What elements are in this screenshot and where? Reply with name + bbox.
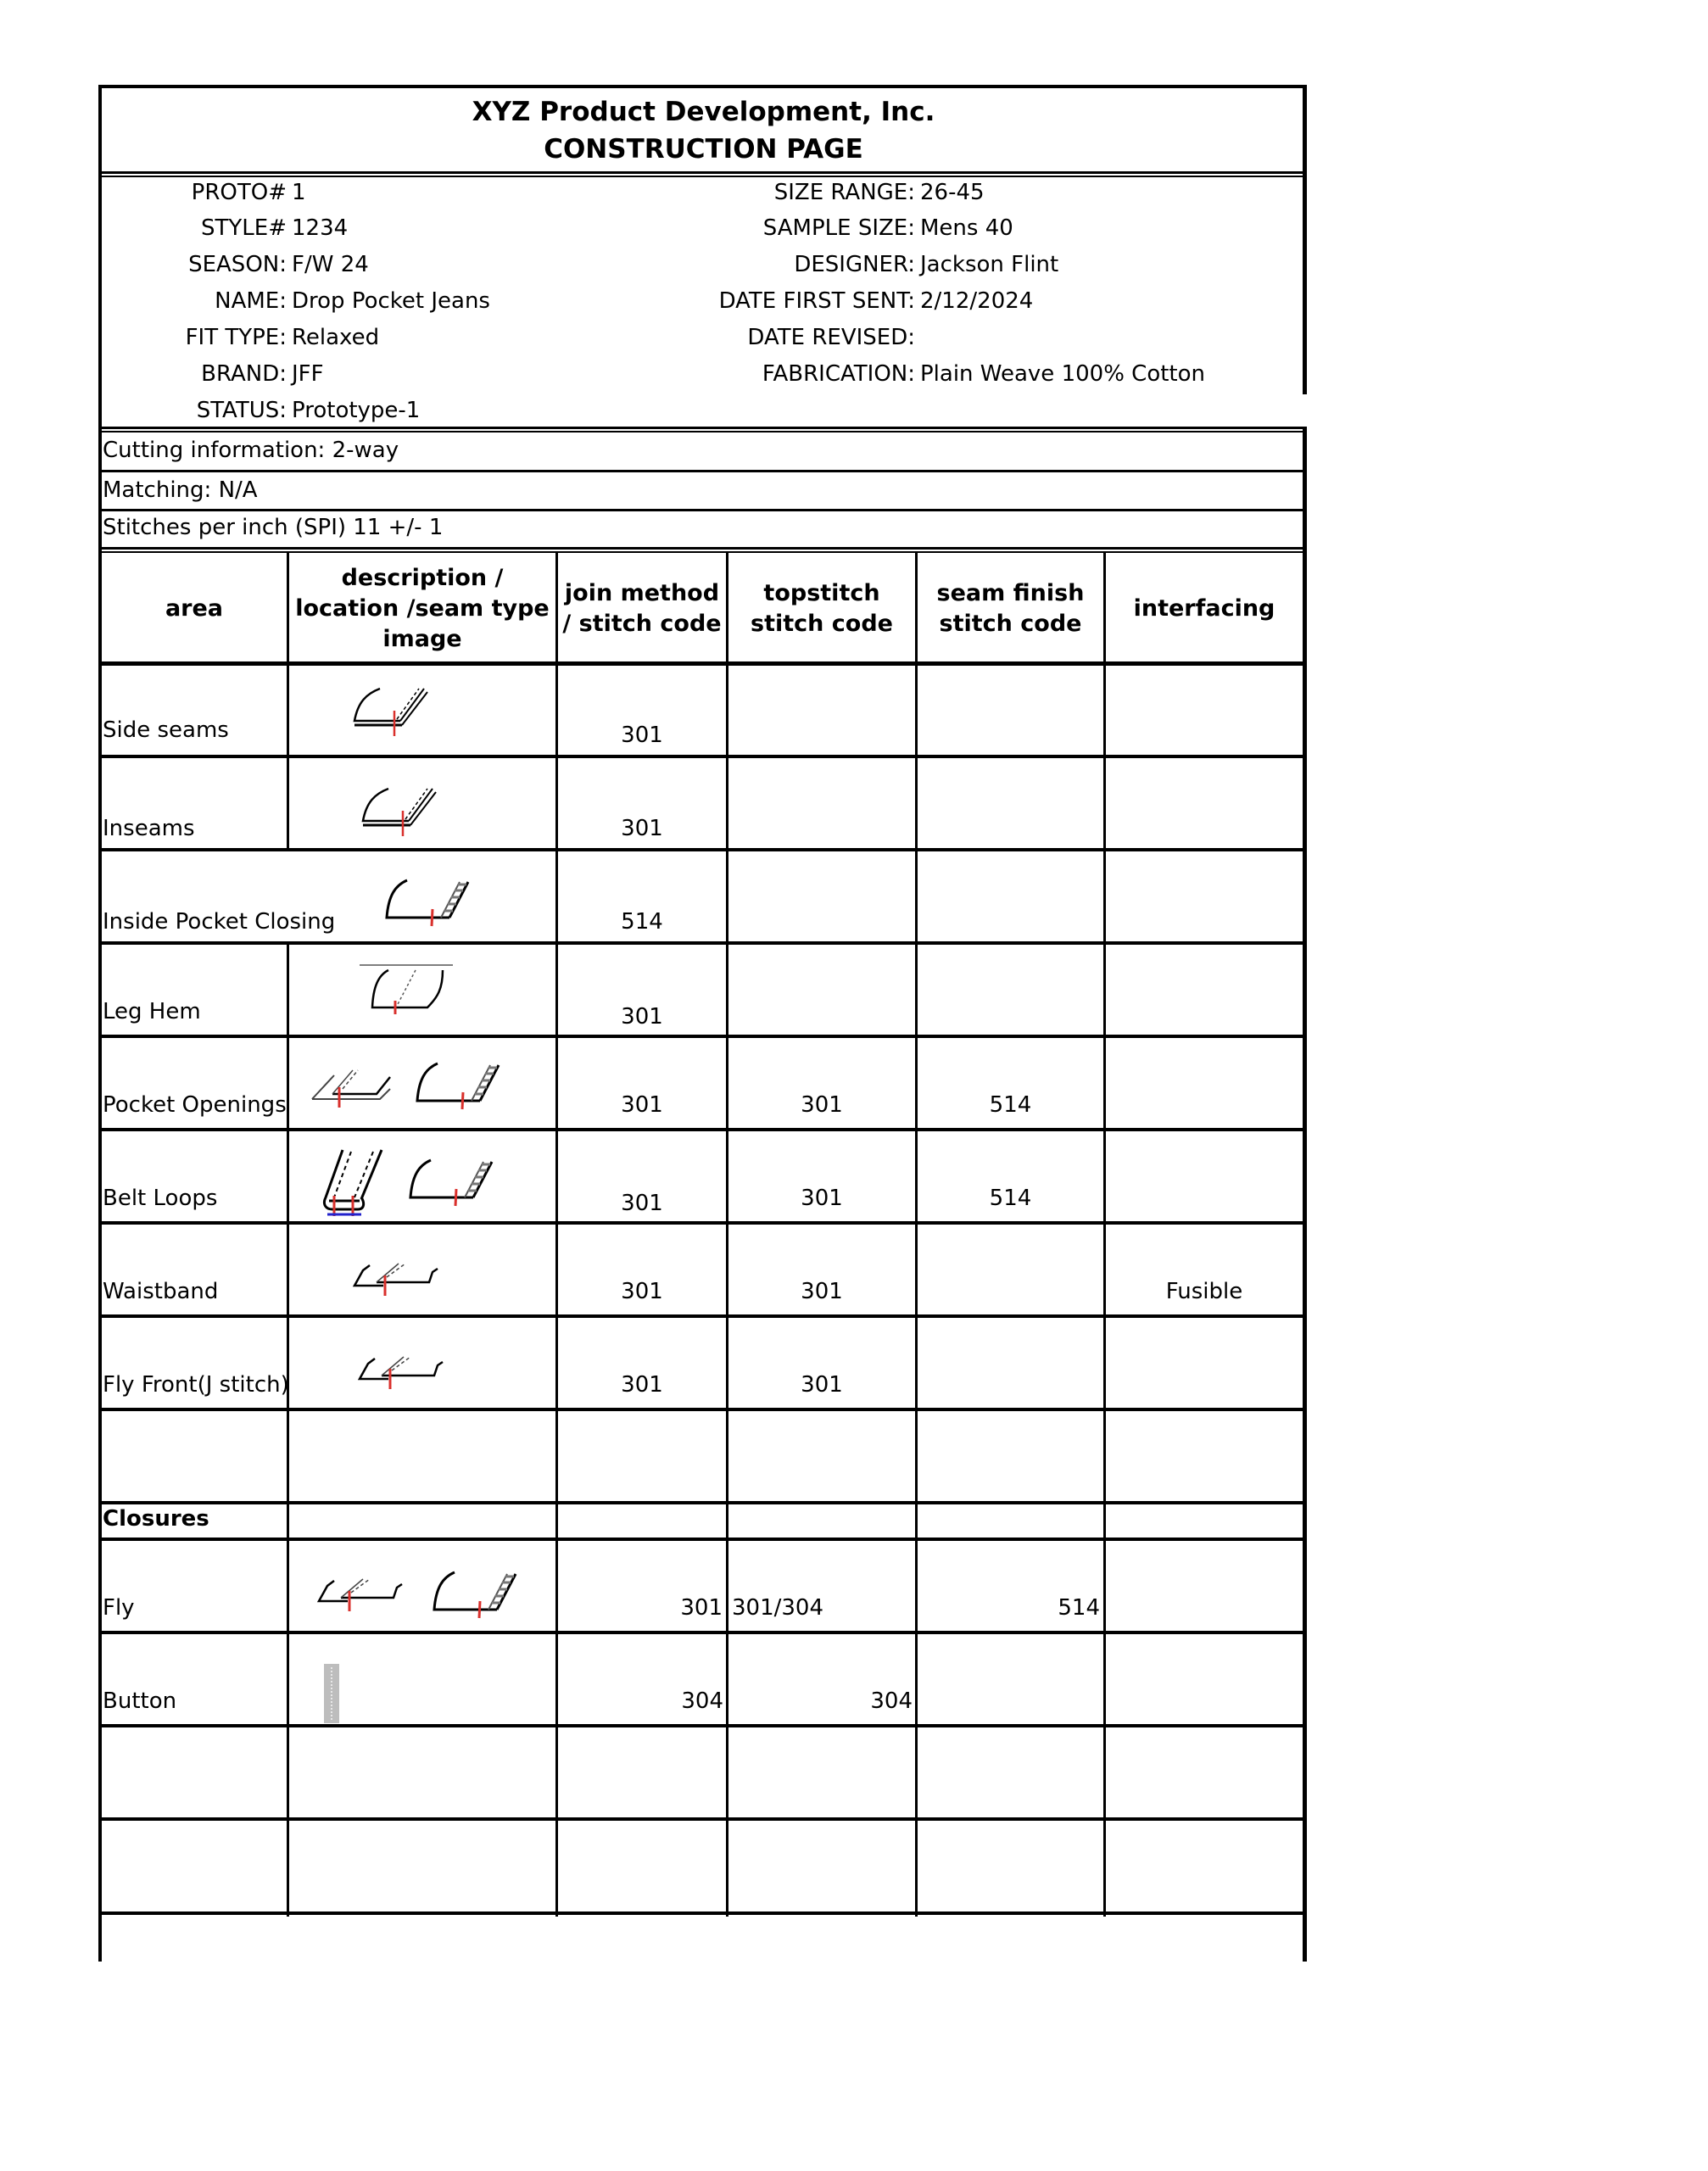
row-line-1 (98, 755, 1307, 758)
lapped-seam-icon (309, 1065, 394, 1111)
row-area: Leg Hem (103, 999, 201, 1024)
season-value: F/W 24 (292, 252, 369, 277)
frame-left-border (98, 85, 102, 1962)
row-line-10 (98, 1538, 1307, 1541)
band-divider-1 (98, 470, 1307, 472)
row-topstitch: 301 (801, 1279, 843, 1304)
section-label-closures: Closures (103, 1506, 209, 1532)
row-join: 304 (681, 1688, 723, 1714)
row-line-14 (98, 1911, 1307, 1915)
season-label: SEASON: (188, 252, 287, 277)
cutting-information: Cutting information: 2-way (103, 438, 399, 463)
date-revised-label: DATE REVISED: (747, 325, 915, 350)
waistband-seam-icon (349, 1262, 441, 1299)
proto-value: 1 (292, 180, 306, 205)
band-divider-3a (98, 547, 1307, 550)
row-area: Fly Front(J stitch) (103, 1372, 289, 1398)
row-line-8 (98, 1408, 1307, 1411)
row-line-7 (98, 1314, 1307, 1318)
overlock-seam-icon (431, 1569, 519, 1621)
status-value: Prototype-1 (292, 398, 421, 423)
row-seam-finish: 514 (989, 1092, 1032, 1118)
row-line-13 (98, 1817, 1307, 1821)
fabrication-label: FABRICATION: (762, 361, 915, 387)
date-first-sent-value: 2/12/2024 (920, 288, 1034, 314)
fit-type-label: FIT TYPE: (185, 325, 287, 350)
band-divider-2 (98, 509, 1307, 511)
plain-seam-icon (360, 785, 441, 840)
row-topstitch: 301 (801, 1186, 843, 1211)
page-title: CONSTRUCTION PAGE (544, 134, 863, 165)
row-line-4 (98, 1035, 1307, 1038)
size-range-value: 26-45 (920, 180, 985, 205)
row-join: 301 (621, 816, 663, 841)
frame-right-border-top (1303, 85, 1307, 394)
row-area: Side seams (103, 717, 229, 743)
row-line-6 (98, 1221, 1307, 1225)
row-area: Inseams (103, 816, 195, 841)
name-label: NAME: (215, 288, 287, 314)
fabrication-value: Plain Weave 100% Cotton (920, 361, 1205, 387)
header-area: area (165, 595, 224, 622)
row-line-12 (98, 1724, 1307, 1727)
stitches-per-inch: Stitches per inch (SPI) 11 +/- 1 (103, 515, 444, 540)
brand-label: BRAND: (201, 361, 287, 387)
row-line-2 (98, 848, 1307, 851)
plain-seam-icon (351, 685, 433, 739)
frame-right-border-bottom (1303, 429, 1307, 1962)
title-divider-a (98, 171, 1307, 174)
band-divider-3b (98, 551, 1307, 553)
row-join: 301 (621, 1092, 663, 1118)
header-interfacing: interfacing (1133, 595, 1275, 622)
info-divider-a (98, 427, 1307, 429)
row-join: 301 (621, 1372, 663, 1398)
row-area: Fly (103, 1595, 135, 1621)
row-line-5 (98, 1128, 1307, 1131)
brand-value: JFF (292, 361, 324, 387)
row-line-3 (98, 941, 1307, 945)
proto-label: PROTO# (191, 180, 287, 205)
fit-type-value: Relaxed (292, 325, 380, 350)
frame-top-border (98, 85, 1307, 88)
date-first-sent-label: DATE FIRST SENT: (718, 288, 915, 314)
row-line-11 (98, 1631, 1307, 1634)
overlock-seam-icon (407, 1157, 495, 1209)
designer-label: DESIGNER: (794, 252, 915, 277)
company-name: XYZ Product Development, Inc. (472, 97, 935, 127)
row-seam-finish: 514 (989, 1186, 1032, 1211)
designer-value: Jackson Flint (920, 252, 1059, 277)
row-join: 514 (621, 909, 663, 935)
col-line-1-b (287, 943, 289, 1917)
hem-seam-icon (360, 963, 455, 1018)
overlock-seam-icon (414, 1060, 502, 1113)
name-value: Drop Pocket Jeans (292, 288, 490, 314)
row-area: Waistband (103, 1279, 219, 1304)
header-topstitch: topstitch stitch code (751, 580, 893, 637)
style-label: STYLE# (201, 215, 287, 241)
header-description: description / location /seam type image (295, 565, 550, 652)
row-join: 301 (621, 723, 663, 748)
sample-size-label: SAMPLE SIZE: (762, 215, 915, 241)
style-value: 1234 (292, 215, 349, 241)
row-join: 301 (621, 1279, 663, 1304)
row-area: Belt Loops (103, 1186, 218, 1211)
row-interfacing: Fusible (1165, 1279, 1243, 1304)
header-seam-finish: seam finish stitch code (936, 580, 1085, 637)
buttonhole-stitch-icon (324, 1664, 339, 1723)
row-topstitch: 304 (870, 1688, 913, 1714)
row-line-header (98, 661, 1307, 666)
row-topstitch: 301 (801, 1092, 843, 1118)
row-join: 301 (680, 1595, 723, 1621)
size-range-label: SIZE RANGE: (773, 180, 915, 205)
title-divider-b (98, 176, 1307, 177)
belt-loop-seam-icon (321, 1147, 385, 1219)
row-line-9 (98, 1501, 1307, 1504)
row-topstitch: 301/304 (732, 1595, 824, 1621)
info-divider-b (98, 431, 1307, 433)
row-area: Button (103, 1688, 177, 1714)
row-area: Pocket Openings (103, 1092, 287, 1118)
row-seam-finish: 514 (1058, 1595, 1100, 1621)
row-area: Inside Pocket Closing (103, 909, 336, 935)
waistband-seam-icon (314, 1577, 405, 1615)
row-join: 301 (621, 1191, 663, 1216)
status-label: STATUS: (196, 398, 287, 423)
waistband-seam-icon (354, 1355, 446, 1392)
sample-size-value: Mens 40 (920, 215, 1013, 241)
row-join: 301 (621, 1004, 663, 1030)
header-join-method: join method / stitch code (562, 580, 722, 637)
overlock-seam-icon (383, 877, 472, 929)
matching-information: Matching: N/A (103, 477, 258, 503)
row-topstitch: 301 (801, 1372, 843, 1398)
